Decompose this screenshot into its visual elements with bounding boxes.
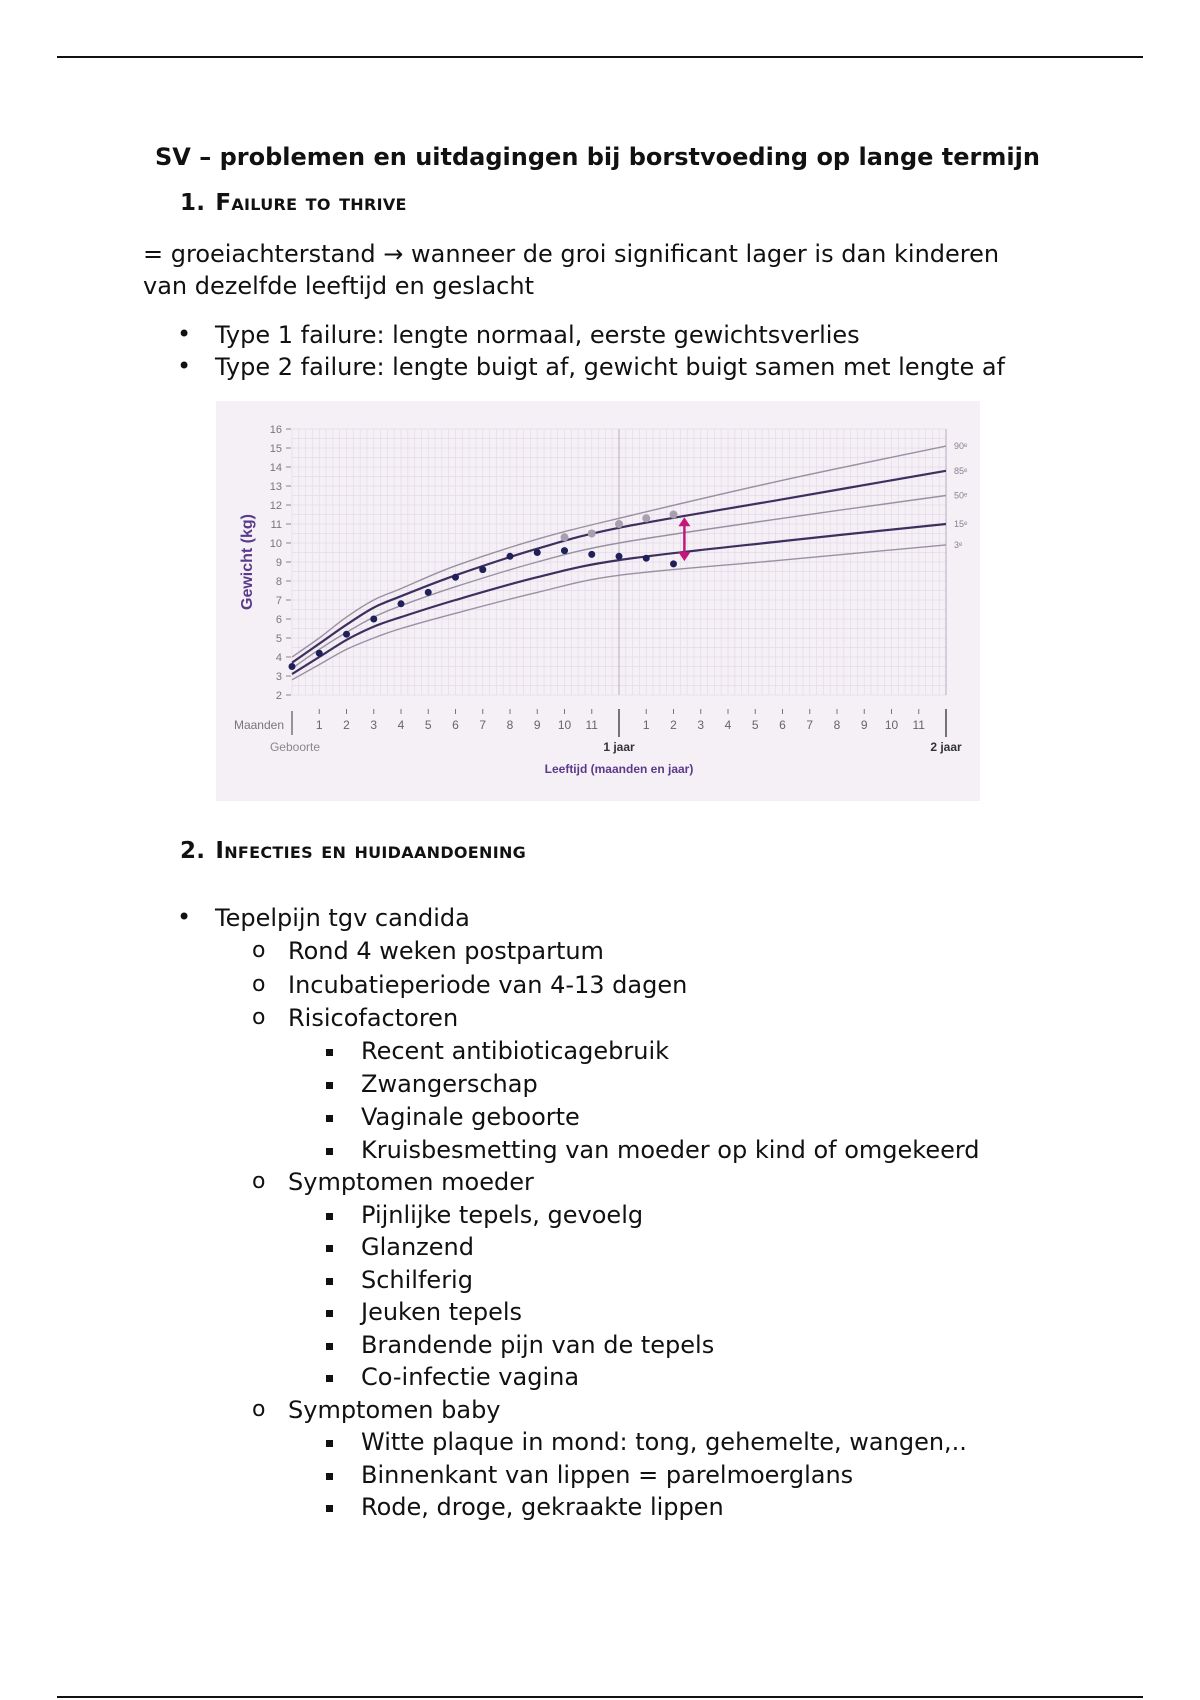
- measured-point: [452, 574, 459, 581]
- x-tick-label: 5: [424, 718, 432, 732]
- percentile-label: 50ᵉ: [954, 490, 968, 501]
- x-tick-label: 9: [533, 718, 541, 732]
- x-tick-label: 7: [806, 718, 814, 732]
- bullet-circle: o: [252, 938, 266, 963]
- expected-point: [588, 530, 596, 538]
- measured-point: [561, 547, 568, 554]
- x-tick-label: 1: [642, 718, 650, 732]
- list-item-level-3: Pijnlijke tepels, gevoelg: [361, 1201, 644, 1229]
- x-tick-label: 7: [479, 718, 487, 732]
- expected-point: [615, 520, 623, 528]
- y-tick-label: 14: [269, 462, 282, 474]
- measured-point: [343, 631, 350, 638]
- x-tick-label: 3: [697, 718, 705, 732]
- x-tick-label: 2: [343, 718, 350, 732]
- footer-rule: [57, 1696, 1143, 1698]
- bullet-square: [326, 1375, 333, 1382]
- measured-point: [670, 560, 677, 567]
- expected-point: [561, 533, 569, 541]
- growth-chart: [216, 401, 980, 801]
- y-tick-label: 4: [275, 652, 282, 664]
- measured-point: [534, 549, 541, 556]
- measured-point: [616, 553, 623, 560]
- x-tick-label: 4: [397, 718, 405, 732]
- y-tick-label: 3: [275, 671, 282, 683]
- bullet-square: [326, 1082, 333, 1089]
- measured-point: [643, 555, 650, 562]
- x-tick-label: 3: [370, 718, 378, 732]
- measured-point: [507, 553, 514, 560]
- bullet-square: [326, 1473, 333, 1480]
- x-tick-label: 8: [833, 718, 841, 732]
- x-tick-label: 8: [506, 718, 514, 732]
- y-tick-label: 11: [270, 519, 282, 531]
- x-tick-label: 10: [884, 718, 899, 732]
- list-item-level-3: Co-infectie vagina: [361, 1363, 580, 1391]
- x-tick-label: 2: [670, 718, 677, 732]
- section-title: Infecties en huidaandoening: [215, 838, 527, 864]
- measured-point: [289, 663, 296, 670]
- y-tick-label: 15: [269, 443, 282, 455]
- percentile-label: 90ᵉ: [954, 441, 968, 452]
- y-tick-label: 7: [275, 595, 282, 607]
- list-item-level-3: Glanzend: [361, 1233, 474, 1261]
- percentile-label: 15ᵉ: [954, 519, 968, 529]
- section-heading-infecties: [180, 838, 526, 864]
- bullet-circle: o: [252, 1397, 266, 1422]
- x-row-label: Maanden: [233, 718, 284, 732]
- list-item-level-3: Vaginale geboorte: [361, 1103, 580, 1131]
- list-item-level-3: Kruisbesmetting van moeder op kind of omgekeerd: [361, 1136, 980, 1164]
- section-title: Failure to thrive: [215, 190, 407, 216]
- x-axis-label: Leeftijd (maanden en jaar): [544, 762, 694, 776]
- measured-point: [316, 650, 323, 657]
- bullet-circle: o: [252, 972, 266, 997]
- list-item-level-3: Binnenkant van lippen = parelmoerglans: [361, 1461, 854, 1489]
- x-tick-label: 11: [585, 718, 598, 732]
- list-item-type1: Type 1 failure: lengte normaal, eerste gewichtsverlies: [215, 321, 860, 349]
- x-tick-label: 9: [860, 718, 868, 732]
- bullet-square: [326, 1115, 333, 1122]
- bullet-dot: •: [177, 320, 192, 348]
- measured-point: [479, 566, 486, 573]
- y-axis-label: Gewicht (kg): [239, 513, 256, 611]
- x-tick-label: 10: [557, 718, 572, 732]
- bullet-square: [326, 1278, 333, 1285]
- section-number: 1.: [180, 190, 206, 216]
- y-tick-label: 9: [275, 557, 282, 569]
- expected-point: [642, 514, 650, 522]
- bullet-circle: o: [252, 1169, 266, 1194]
- list-item-level-3: Zwangerschap: [361, 1070, 538, 1098]
- bullet-square: [326, 1343, 333, 1350]
- measured-point: [398, 600, 405, 607]
- y-tick-label: 12: [269, 500, 282, 512]
- expected-point: [670, 511, 678, 519]
- x-tick-label: 11: [912, 718, 925, 732]
- list-item-type2: Type 2 failure: lengte buigt af, gewicht buigt samen met lengte af: [215, 353, 1006, 381]
- x-tick-label: 6: [779, 718, 786, 732]
- list-item-level-3: Schilferig: [361, 1266, 473, 1294]
- bullet-square: [326, 1049, 333, 1056]
- y-tick-label: 13: [269, 481, 282, 493]
- list-item-level-3: Witte plaque in mond: tong, gehemelte, wangen,..: [361, 1428, 967, 1456]
- measured-point: [370, 616, 377, 623]
- y-tick-label: 10: [269, 538, 282, 550]
- list-item-level-3: Recent antibioticagebruik: [361, 1037, 670, 1065]
- bullet-square: [326, 1245, 333, 1252]
- bullet-square: [326, 1148, 333, 1155]
- x-tick-label: 4: [724, 718, 732, 732]
- list-item-level-2: Symptomen baby: [288, 1396, 501, 1424]
- bullet-square: [326, 1505, 333, 1512]
- bullet-circle: o: [252, 1005, 266, 1030]
- list-item-level-2: Rond 4 weken postpartum: [288, 937, 604, 965]
- x-tick-label: 6: [452, 718, 459, 732]
- section-heading-failure-to-thrive: [180, 190, 407, 216]
- list-item-level-3: Jeuken tepels: [361, 1298, 523, 1326]
- bullet-square: [326, 1310, 333, 1317]
- x-landmark-label: 1 jaar: [603, 740, 635, 754]
- section-number: 2.: [180, 838, 206, 864]
- list-item-level-1: Tepelpijn tgv candida: [215, 904, 470, 932]
- list-item-level-2: Symptomen moeder: [288, 1168, 534, 1196]
- y-tick-label: 8: [275, 576, 282, 588]
- y-tick-label: 2: [275, 690, 282, 702]
- measured-point: [425, 589, 432, 596]
- list-item-level-3: Brandende pijn van de tepels: [361, 1331, 715, 1359]
- list-item-level-3: Rode, droge, gekraakte lippen: [361, 1493, 724, 1521]
- percentile-label: 3ᵉ: [954, 539, 963, 550]
- bullet-dot: •: [177, 903, 192, 931]
- x-tick-label: 1: [315, 718, 323, 732]
- y-tick-label: 5: [275, 633, 282, 645]
- x-landmark-label: 2 jaar: [930, 740, 962, 754]
- bullet-square: [326, 1440, 333, 1447]
- bullet-dot: •: [177, 352, 192, 380]
- y-tick-label: 6: [275, 614, 282, 626]
- y-tick-label: 16: [269, 424, 282, 436]
- percentile-label: 85ᵉ: [954, 465, 968, 476]
- x-landmark-label: Geboorte: [269, 740, 321, 754]
- x-tick-label: 5: [751, 718, 759, 732]
- definition-paragraph: = groeiachterstand → wanneer de groi significant lager is dan kinderen van dezelfde leeftijd en geslacht: [143, 240, 1000, 300]
- growth-chart-svg: [216, 401, 980, 801]
- list-item-level-2: Incubatieperiode van 4-13 dagen: [288, 971, 688, 999]
- list-item-level-2: Risicofactoren: [288, 1004, 459, 1032]
- measured-point: [588, 551, 595, 558]
- document-title: SV – problemen en uitdagingen bij borstvoeding op lange termijn: [155, 143, 1040, 171]
- bullet-square: [326, 1213, 333, 1220]
- header-rule: [57, 56, 1143, 58]
